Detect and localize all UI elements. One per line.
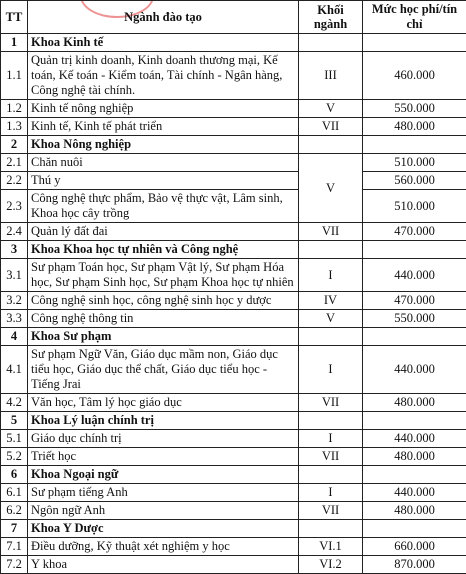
row-name: Văn học, Tâm lý học giáo dục	[28, 394, 299, 412]
row-khoi: VII	[299, 448, 363, 466]
group-row	[1, 328, 466, 346]
row-khoi: V	[299, 310, 363, 328]
row-fee: 460.000	[363, 52, 466, 100]
row-name: Ngôn ngữ Anh	[28, 502, 299, 520]
group-row	[1, 466, 466, 484]
group-row	[1, 136, 466, 154]
row-fee: 480.000	[363, 502, 466, 520]
row-fee: 470.000	[363, 292, 466, 310]
row-tt: 6.2	[1, 502, 28, 520]
row-fee: 550.000	[363, 100, 466, 118]
group-name: Khoa Khoa học tự nhiên và Công nghệ	[28, 241, 299, 259]
group-row	[1, 241, 466, 259]
table-row	[1, 118, 466, 136]
row-fee: 440.000	[363, 259, 466, 292]
group-row	[1, 520, 466, 538]
table-row	[1, 394, 466, 412]
row-fee: 480.000	[363, 448, 466, 466]
group-tt: 7	[1, 520, 28, 538]
group-tt: 3	[1, 241, 28, 259]
row-fee: 440.000	[363, 346, 466, 394]
row-tt: 3.3	[1, 310, 28, 328]
row-name: Kinh tế nông nghiệp	[28, 100, 299, 118]
group-row	[1, 34, 466, 52]
row-name: Quản lý đất đai	[28, 223, 299, 241]
row-fee: 480.000	[363, 118, 466, 136]
row-name: Sư phạm Ngữ Văn, Giáo dục mầm non, Giáo dục tiểu học, Giáo dục thể chất, Giáo dục tiểu học - Tiếng Jrai	[28, 346, 299, 394]
row-khoi: VII	[299, 223, 363, 241]
row-tt: 2.3	[1, 190, 28, 223]
row-name: Sư phạm tiếng Anh	[28, 484, 299, 502]
header-fee: Mức học phí/tín chỉ	[363, 1, 466, 34]
group-name: Khoa Kinh tế	[28, 34, 299, 52]
row-tt: 2.4	[1, 223, 28, 241]
table-row	[1, 223, 466, 241]
group-tt: 4	[1, 328, 28, 346]
table-row	[1, 172, 466, 190]
row-khoi: I	[299, 484, 363, 502]
row-tt: 1.3	[1, 118, 28, 136]
table-row	[1, 538, 466, 556]
group-tt: 1	[1, 34, 28, 52]
row-tt: 4.1	[1, 346, 28, 394]
row-fee: 510.000	[363, 154, 466, 172]
table-row	[1, 448, 466, 466]
row-name: Quản trị kinh doanh, Kinh doanh thương mại, Kế toán, Kế toán - Kiểm toán, Tài chính - Ngân hàng, Công nghệ tài chính.	[28, 52, 299, 100]
table-row	[1, 556, 466, 574]
table-row	[1, 259, 466, 292]
row-name: Điều dưỡng, Kỹ thuật xét nghiệm y học	[28, 538, 299, 556]
row-name: Công nghệ thông tin	[28, 310, 299, 328]
row-khoi: VI.1	[299, 538, 363, 556]
row-khoi: VII	[299, 394, 363, 412]
group-name: Khoa Sư phạm	[28, 328, 299, 346]
table-row	[1, 52, 466, 100]
row-tt: 2.1	[1, 154, 28, 172]
table-row	[1, 310, 466, 328]
table-row	[1, 100, 466, 118]
row-tt: 1.1	[1, 52, 28, 100]
group-tt: 6	[1, 466, 28, 484]
row-name: Công nghệ sinh học, công nghệ sinh học y dược	[28, 292, 299, 310]
row-khoi: VII	[299, 502, 363, 520]
row-name: Kinh tế, Kinh tế phát triển	[28, 118, 299, 136]
table-row	[1, 190, 466, 223]
row-name: Triết học	[28, 448, 299, 466]
table-row	[1, 430, 466, 448]
row-khoi: V	[299, 154, 363, 223]
header-tt: TT	[1, 1, 28, 34]
table-row	[1, 346, 466, 394]
row-fee: 470.000	[363, 223, 466, 241]
row-fee: 550.000	[363, 310, 466, 328]
group-name: Khoa Y Dược	[28, 520, 299, 538]
row-fee: 660.000	[363, 538, 466, 556]
row-tt: 7.2	[1, 556, 28, 574]
row-tt: 3.1	[1, 259, 28, 292]
header-khoi: Khối ngành	[299, 1, 363, 34]
row-khoi: VI.2	[299, 556, 363, 574]
row-tt: 5.2	[1, 448, 28, 466]
row-tt: 1.2	[1, 100, 28, 118]
group-row	[1, 412, 466, 430]
row-tt: 2.2	[1, 172, 28, 190]
table-row	[1, 484, 466, 502]
row-fee: 510.000	[363, 190, 466, 223]
row-name: Công nghệ thực phẩm, Bảo vệ thực vật, Lâm sinh, Khoa học cây trồng	[28, 190, 299, 223]
row-name: Y khoa	[28, 556, 299, 574]
row-fee: 480.000	[363, 394, 466, 412]
table-row	[1, 154, 466, 172]
row-tt: 5.1	[1, 430, 28, 448]
row-khoi: I	[299, 430, 363, 448]
table-header-row	[1, 1, 466, 34]
row-khoi: IV	[299, 292, 363, 310]
row-khoi: V	[299, 100, 363, 118]
group-tt: 2	[1, 136, 28, 154]
row-name: Giáo dục chính trị	[28, 430, 299, 448]
group-name: Khoa Ngoại ngữ	[28, 466, 299, 484]
row-khoi: I	[299, 259, 363, 292]
group-name: Khoa Lý luận chính trị	[28, 412, 299, 430]
row-khoi: I	[299, 346, 363, 394]
group-name: Khoa Nông nghiệp	[28, 136, 299, 154]
row-name: Sư phạm Toán học, Sư phạm Vật lý, Sư phạm Hóa học, Sư phạm Sinh học, Sư phạm Khoa học tự nhiên	[28, 259, 299, 292]
row-fee: 560.000	[363, 172, 466, 190]
header-nganh: Ngành đào tạo	[28, 1, 299, 34]
row-khoi: III	[299, 52, 363, 100]
row-khoi: VII	[299, 118, 363, 136]
row-tt: 6.1	[1, 484, 28, 502]
row-tt: 3.2	[1, 292, 28, 310]
row-tt: 4.2	[1, 394, 28, 412]
row-fee: 440.000	[363, 484, 466, 502]
row-fee: 440.000	[363, 430, 466, 448]
row-fee: 870.000	[363, 556, 466, 574]
group-tt: 5	[1, 412, 28, 430]
row-name: Chăn nuôi	[28, 154, 299, 172]
table-row	[1, 292, 466, 310]
row-tt: 7.1	[1, 538, 28, 556]
table-row	[1, 502, 466, 520]
row-name: Thú y	[28, 172, 299, 190]
